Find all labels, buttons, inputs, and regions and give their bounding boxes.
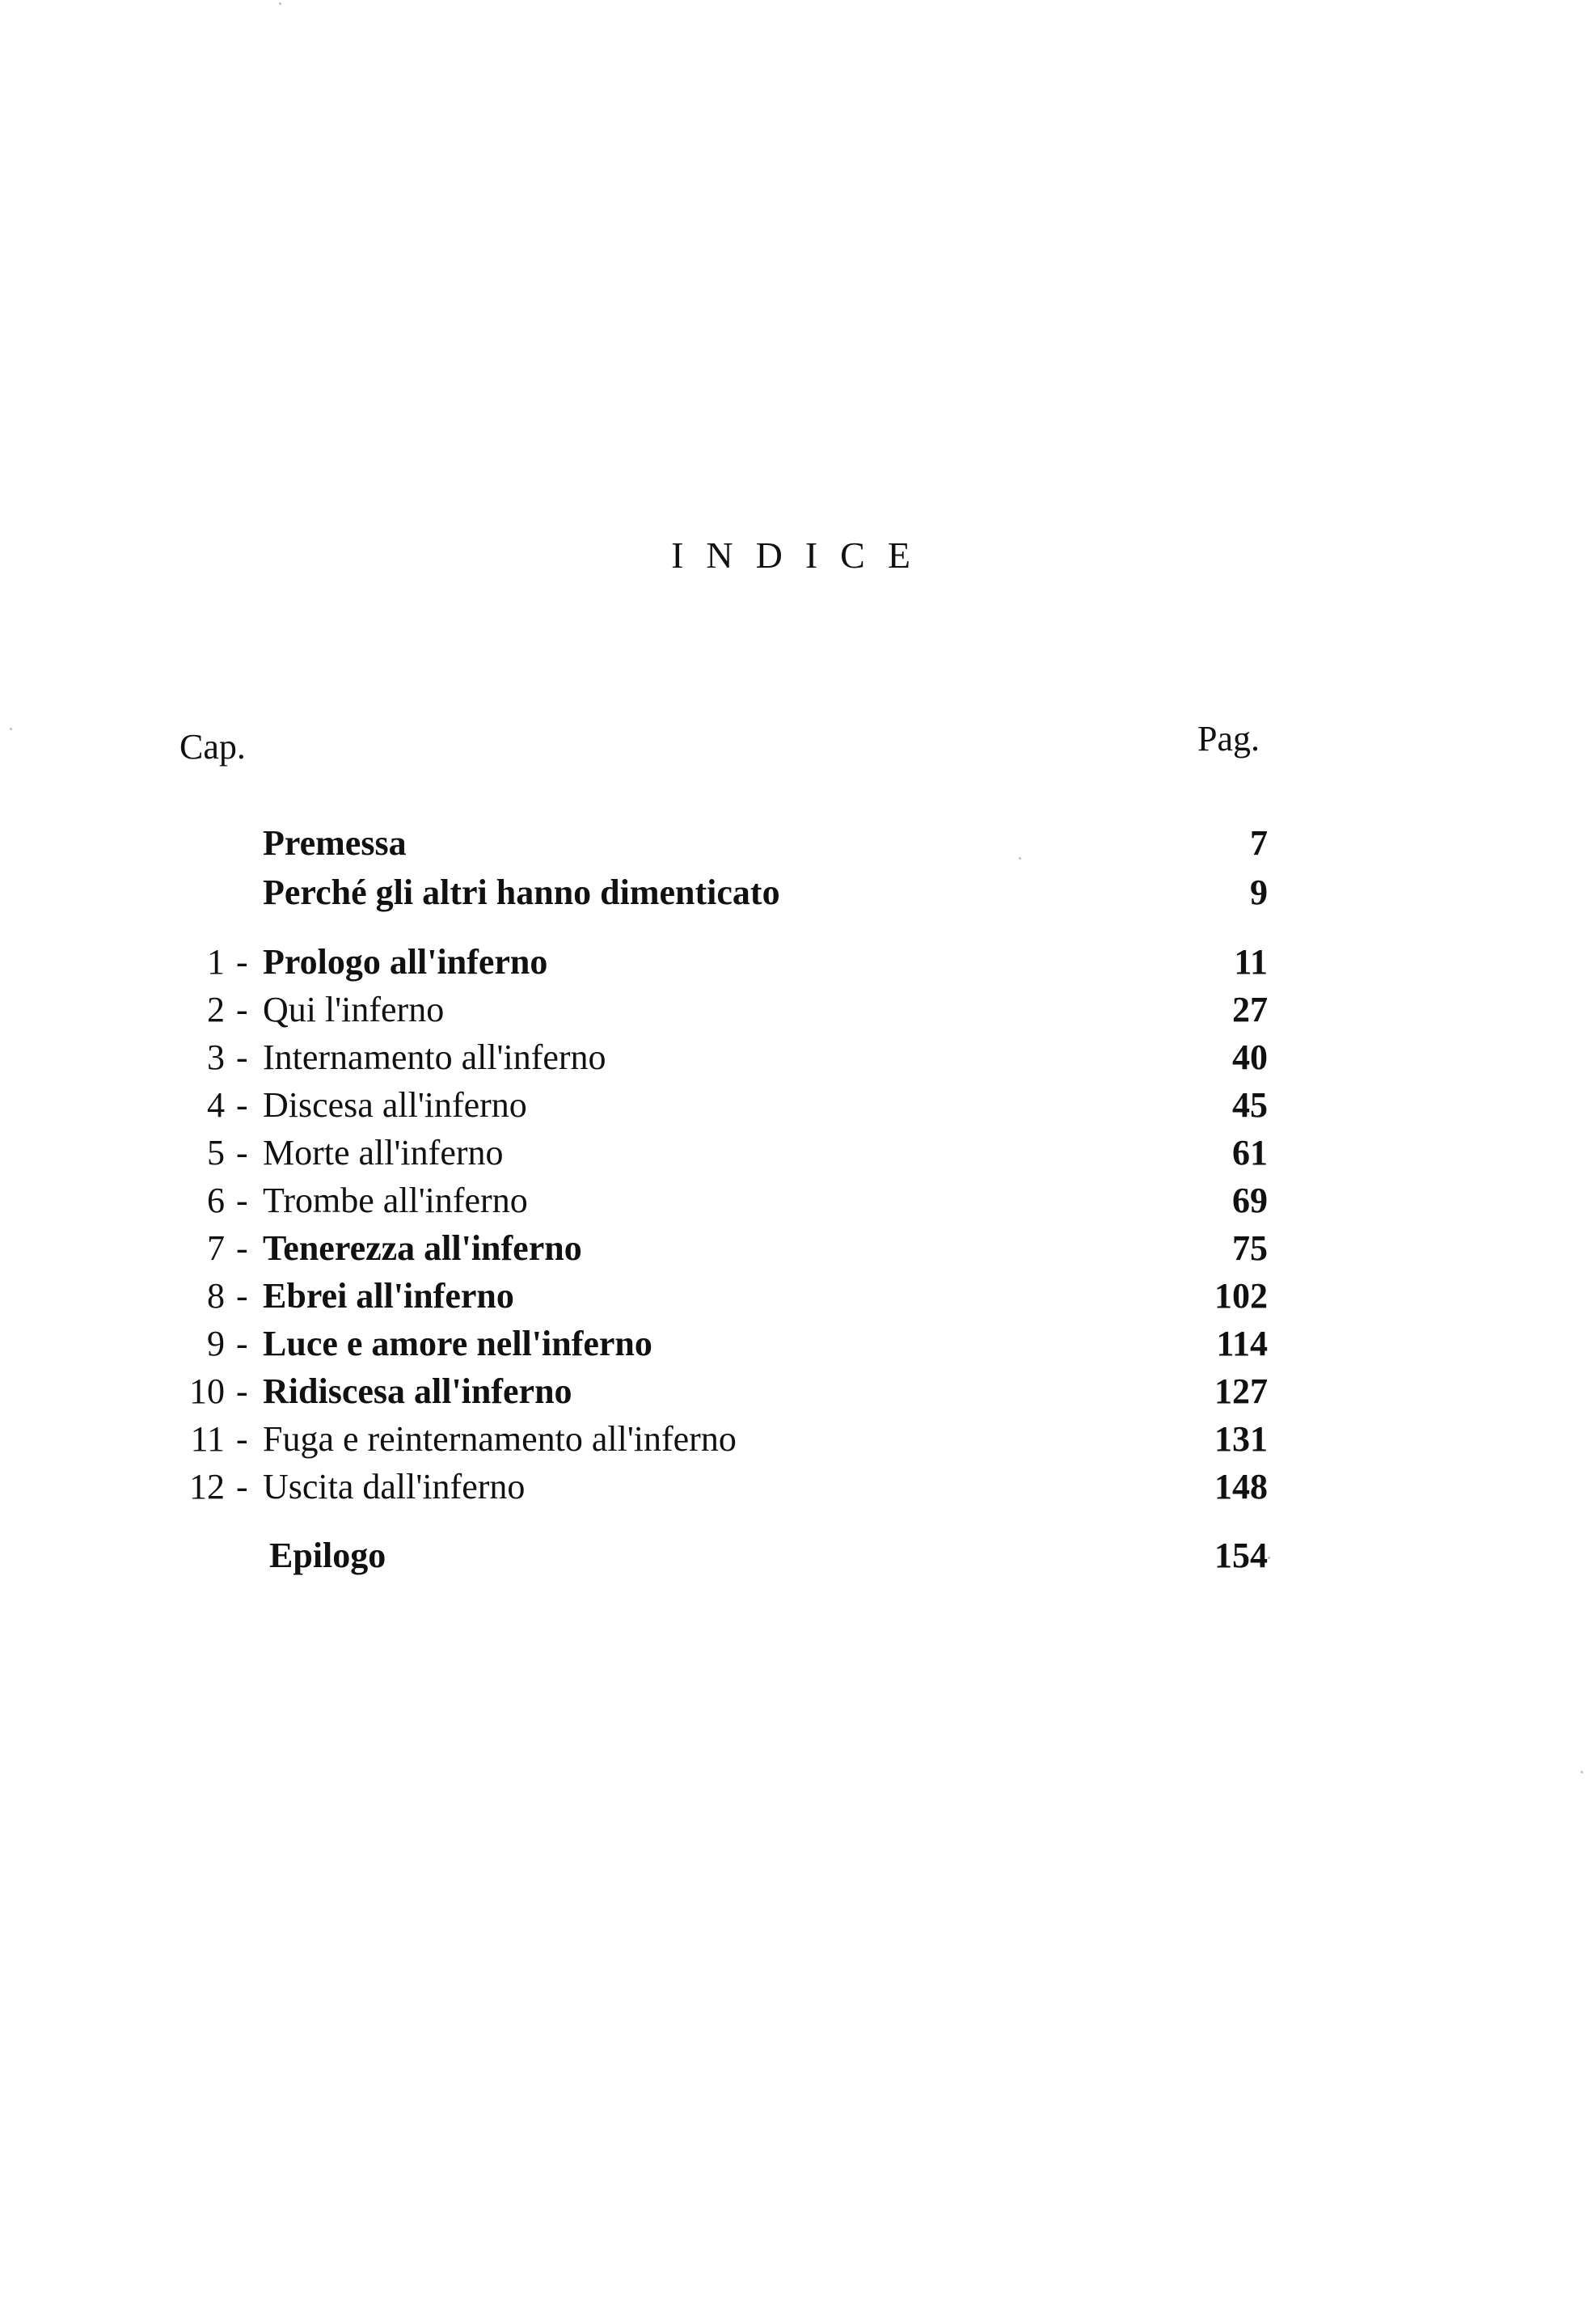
chapter-number: 9	[207, 1324, 225, 1363]
toc-entry-chapter-1	[0, 940, 1596, 985]
toc-entry-epilogo	[0, 1533, 1596, 1578]
chapter-dash: -	[236, 1085, 248, 1125]
scan-speck	[10, 728, 12, 730]
entry-page: 148	[1214, 1467, 1268, 1506]
chapter-dash: -	[236, 1181, 248, 1220]
entry-page: 131	[1214, 1419, 1268, 1459]
entry-page: 61	[1232, 1133, 1268, 1173]
chapter-dash: -	[236, 942, 248, 982]
entry-title: Uscita dall'inferno	[263, 1467, 526, 1506]
chapter-dash: -	[236, 1276, 248, 1316]
chapter-number: 12	[189, 1467, 225, 1506]
chapter-dash: -	[236, 1371, 248, 1411]
entry-page: 69	[1232, 1181, 1268, 1220]
entry-title: Tenerezza all'inferno	[263, 1228, 582, 1268]
scan-speck	[1581, 1771, 1583, 1773]
toc-entry-premessa	[0, 821, 1596, 866]
entry-page: 154	[1214, 1536, 1268, 1575]
toc-entry-chapter-5	[0, 1130, 1596, 1176]
entry-page: 40	[1232, 1037, 1268, 1077]
entry-page: 11	[1234, 942, 1268, 982]
toc-entry-perche	[0, 870, 1596, 915]
entry-page: 75	[1232, 1228, 1268, 1268]
entry-page: 102	[1214, 1276, 1268, 1316]
entry-page: 127	[1214, 1371, 1268, 1411]
toc-entry-chapter-4	[0, 1083, 1596, 1128]
toc-entry-chapter-6	[0, 1178, 1596, 1223]
entry-title: Morte all'inferno	[263, 1133, 504, 1173]
scan-speck	[279, 2, 281, 5]
chapter-number: 10	[189, 1371, 225, 1411]
chapter-number: 11	[190, 1419, 225, 1459]
chapter-number: 3	[207, 1037, 225, 1077]
entry-title: Internamento all'inferno	[263, 1037, 606, 1077]
chapter-dash: -	[236, 1133, 248, 1173]
chapter-dash: -	[236, 1037, 248, 1077]
chapter-dash: -	[236, 1467, 248, 1506]
chapter-number: 2	[207, 990, 225, 1029]
chapter-number: 1	[207, 942, 225, 982]
scan-speck	[1268, 1557, 1270, 1559]
entry-title: Perché gli altri hanno dimenticato	[263, 873, 780, 912]
chapter-dash: -	[236, 1419, 248, 1459]
toc-entry-chapter-9	[0, 1321, 1596, 1367]
toc-entry-chapter-7	[0, 1226, 1596, 1271]
chapter-number: 7	[207, 1228, 225, 1268]
entry-page: 45	[1232, 1085, 1268, 1125]
entry-title: Prologo all'inferno	[263, 942, 548, 982]
entry-title: Ebrei all'inferno	[263, 1276, 514, 1316]
entry-title: Premessa	[263, 823, 407, 863]
chapter-dash: -	[236, 1324, 248, 1363]
scan-speck	[1019, 857, 1021, 860]
entry-title: Fuga e reinternamento all'inferno	[263, 1419, 737, 1459]
chapter-dash: -	[236, 990, 248, 1029]
toc-entry-chapter-8	[0, 1274, 1596, 1319]
entry-title: Luce e amore nell'inferno	[263, 1324, 652, 1363]
chapter-number: 8	[207, 1276, 225, 1316]
entry-title: Epilogo	[269, 1536, 386, 1575]
toc-entry-chapter-3	[0, 1035, 1596, 1080]
page-column-header: Pag.	[1197, 719, 1260, 758]
chapter-number: 6	[207, 1181, 225, 1220]
page-title: INDICE	[671, 534, 933, 576]
entry-page: 7	[1250, 823, 1268, 863]
chapter-dash: -	[236, 1228, 248, 1268]
entry-title: Qui l'inferno	[263, 990, 445, 1029]
toc-entry-chapter-2	[0, 987, 1596, 1033]
toc-entry-chapter-10	[0, 1369, 1596, 1414]
entry-title: Ridiscesa all'inferno	[263, 1371, 572, 1411]
chapter-number: 5	[207, 1133, 225, 1173]
entry-title: Trombe all'inferno	[263, 1181, 528, 1220]
chapter-number: 4	[207, 1085, 225, 1125]
entry-page: 114	[1216, 1324, 1268, 1363]
toc-entry-chapter-11	[0, 1417, 1596, 1462]
entry-title: Discesa all'inferno	[263, 1085, 527, 1125]
toc-entry-chapter-12	[0, 1464, 1596, 1510]
cap-column-header: Cap.	[179, 727, 246, 767]
entry-page: 27	[1232, 990, 1268, 1029]
entry-page: 9	[1250, 873, 1268, 912]
